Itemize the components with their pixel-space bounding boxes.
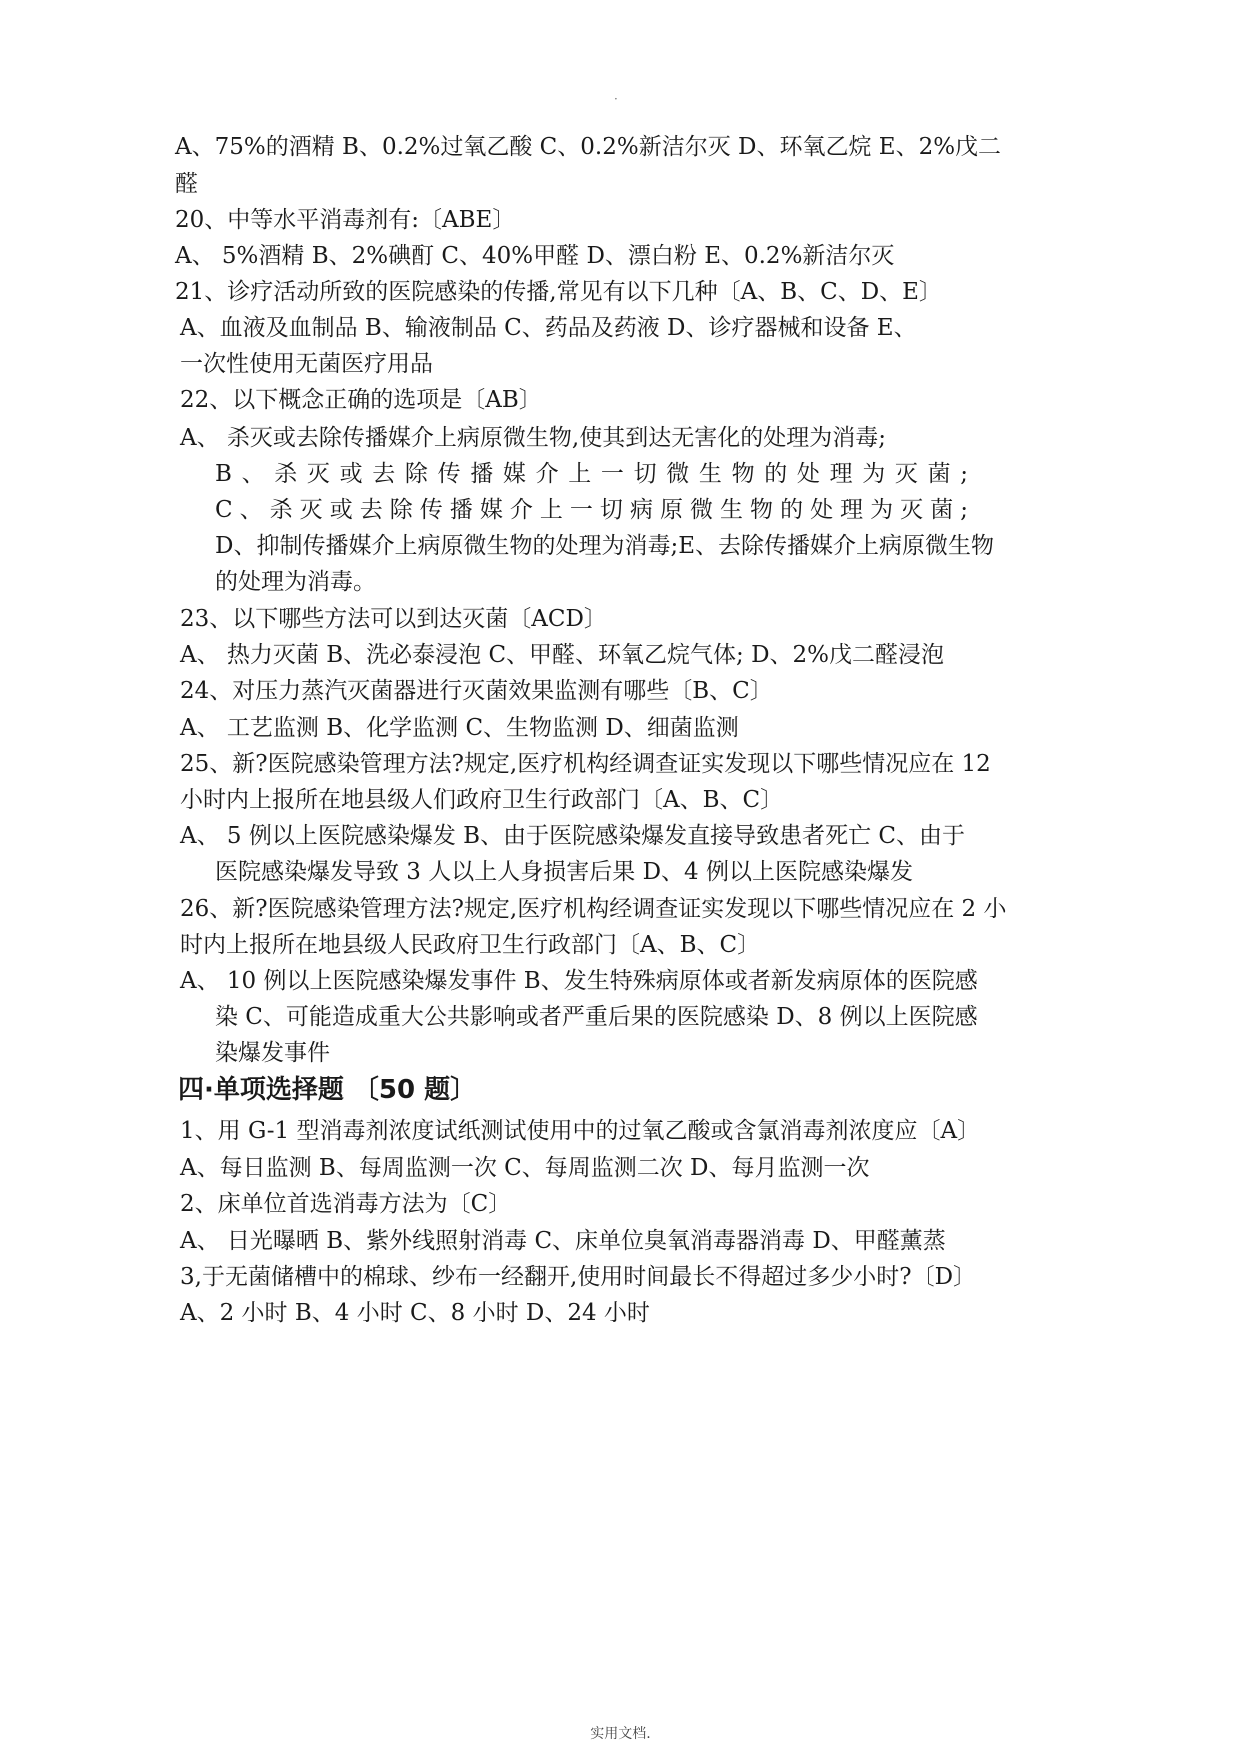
question-22-option-c: C、杀灭或去除传播媒介上一切病原微生物的处理为灭菌; bbox=[215, 497, 968, 523]
single-question-1-options: A、每日监测 B、每周监测一次 C、每周监测二次 D、每月监测一次 bbox=[180, 1155, 870, 1181]
single-question-2: 2、床单位首选消毒方法为〔C〕 bbox=[180, 1191, 512, 1217]
text-line: 醛 bbox=[175, 171, 198, 197]
question-21: 21、诊疗活动所致的医院感染的传播,常见有以下几种〔A、B、C、D、E〕 bbox=[175, 279, 942, 305]
question-20-options: A、 5%酒精 B、2%碘酊 C、40%甲醛 D、漂白粉 E、0.2%新洁尔灭 bbox=[175, 243, 895, 269]
text-line: A、75%的酒精 B、0.2%过氧乙酸 C、0.2%新洁尔灭 D、环氧乙烷 E、2%戊二 bbox=[175, 134, 1002, 160]
question-22-option-a: A、 杀灭或去除传播媒介上病原微生物,使其到达无害化的处理为消毒; bbox=[180, 425, 886, 451]
question-26-cont: 时内上报所在地县级人民政府卫生行政部门〔A、B、C〕 bbox=[180, 932, 761, 958]
question-22-option-b: B、杀灭或去除传播媒介上一切微生物的处理为灭菌; bbox=[215, 461, 968, 487]
question-21-options: A、血液及血制品 B、输液制品 C、药品及药液 D、诊疗器械和设备 E、 bbox=[180, 315, 917, 341]
question-26-options-cont2: 染爆发事件 bbox=[215, 1040, 330, 1066]
question-24-options: A、 工艺监测 B、化学监测 C、生物监测 D、细菌监测 bbox=[180, 715, 739, 741]
question-22: 22、以下概念正确的选项是〔AB〕 bbox=[180, 387, 542, 413]
section-heading: 四·单项选择题 〔50 题〕 bbox=[178, 1075, 477, 1105]
question-20: 20、中等水平消毒剂有:〔ABE〕 bbox=[175, 207, 516, 233]
question-26: 26、新?医院感染管理方法?规定,医疗机构经调查证实发现以下哪些情况应在 2 小 bbox=[180, 896, 1007, 922]
question-25-options: A、 5 例以上医院感染爆发 B、由于医院感染爆发直接导致患者死亡 C、由于 bbox=[180, 823, 965, 849]
question-24: 24、对压力蒸汽灭菌器进行灭菌效果监测有哪些〔B、C〕 bbox=[180, 678, 773, 704]
single-question-3: 3,于无菌储槽中的棉球、纱布一经翻开,使用时间最长不得超过多少小时?〔D〕 bbox=[180, 1264, 977, 1290]
question-23: 23、以下哪些方法可以到达灭菌〔ACD〕 bbox=[180, 606, 607, 632]
question-23-options: A、 热力灭菌 B、洗必泰浸泡 C、甲醛、环氧乙烷气体; D、2%戊二醛浸泡 bbox=[180, 642, 945, 668]
page-footer: 实用文档. bbox=[590, 1726, 651, 1742]
question-21-options-cont: 一次性使用无菌医疗用品 bbox=[180, 351, 433, 377]
header-mark: · bbox=[614, 92, 618, 106]
question-26-options-cont: 染 C、可能造成重大公共影响或者严重后果的医院感染 D、8 例以上医院感 bbox=[215, 1004, 978, 1030]
question-22-option-d-cont: 的处理为消毒。 bbox=[215, 569, 376, 595]
question-26-options: A、 10 例以上医院感染爆发事件 B、发生特殊病原体或者新发病原体的医院感 bbox=[180, 968, 978, 994]
question-22-option-d: D、抑制传播媒介上病原微生物的处理为消毒;E、去除传播媒介上病原微生物 bbox=[215, 533, 994, 559]
single-question-2-options: A、 日光曝晒 B、紫外线照射消毒 C、床单位臭氧消毒器消毒 D、甲醛薰蒸 bbox=[180, 1228, 946, 1254]
question-25-options-cont: 医院感染爆发导致 3 人以上人身损害后果 D、4 例以上医院感染爆发 bbox=[215, 859, 913, 885]
question-25: 25、新?医院感染管理方法?规定,医疗机构经调查证实发现以下哪些情况应在 12 bbox=[180, 751, 991, 777]
single-question-1: 1、用 G-1 型消毒剂浓度试纸测试使用中的过氧乙酸或含氯消毒剂浓度应〔A〕 bbox=[180, 1118, 981, 1144]
question-25-cont: 小时内上报所在地县级人们政府卫生行政部门〔A、B、C〕 bbox=[180, 787, 784, 813]
single-question-3-options: A、2 小时 B、4 小时 C、8 小时 D、24 小时 bbox=[180, 1300, 650, 1326]
